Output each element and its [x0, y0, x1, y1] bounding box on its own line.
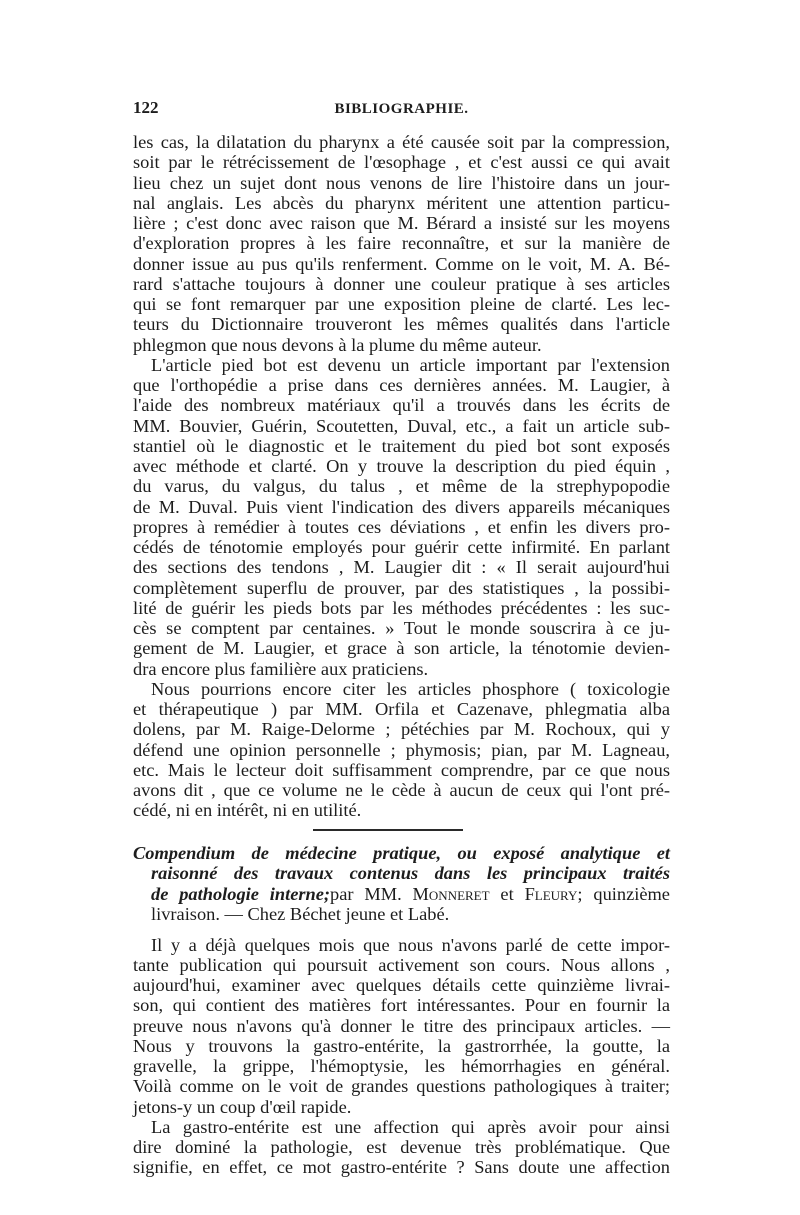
text-line: gravelle, la grippe, l'hémoptysie, les hémorrhagies en général.	[133, 1056, 670, 1076]
text-line: etc. Mais le lecteur doit suffisamment comprendre, par ce que nous	[133, 759, 670, 780]
bibliography-entry	[133, 843, 670, 925]
text-line: lieu chez un sujet dont nous venons de lire l'histoire dans un jour-	[133, 172, 670, 193]
text-line: les cas, la dilatation du pharynx a été causée soit par la compression,	[133, 132, 670, 152]
running-head	[133, 98, 670, 118]
text-line: complètement superflu de prouver, par des statistiques , la possibi-	[133, 577, 670, 598]
text-line: et thérapeutique ) par MM. Orfila et Cazenave, phlegmatia alba	[133, 699, 670, 719]
text-line: que l'orthopédie a prise dans ces dernières années. M. Laugier, à	[133, 375, 670, 395]
text-line: cédés de ténotomie employés pour guérir cette infirmité. En parlant	[133, 537, 670, 557]
entry-publisher: livraison. — Chez Béchet jeune et Labé.	[151, 904, 450, 924]
paragraph-pied-bot	[133, 355, 670, 679]
text-line: rard s'attache toujours à donner une couleur pratique à ses articles	[133, 273, 670, 294]
text-line: cès se comptent par centaines. » Tout le monde souscrira à ce ju-	[133, 618, 670, 638]
text-line: propres à remédier à toutes ces déviations , et enfin les divers pro-	[133, 516, 670, 537]
text-line: Nous pourrions encore citer les articles phosphore ( toxicologie	[151, 678, 670, 699]
text-line: La gastro-entérite est une affection qui après avoir pour ainsi	[151, 1116, 670, 1137]
text-line: qui se font remarquer par une exposition pleine de clarté. Les lec-	[133, 294, 670, 314]
text-line: aujourd'hui, examiner avec quelques détails cette quinzième livrai-	[133, 975, 670, 995]
text-line: phlegmon que nous devons à la plume du même auteur.	[133, 334, 542, 355]
text-line: lière ; c'est donc avec raison que M. Bérard a insisté sur les moyens	[133, 213, 670, 233]
text-line: cédé, ni en intérêt, ni en utilité.	[133, 800, 362, 821]
entry-and: et	[500, 883, 514, 904]
entry-title-line: Compendium de médecine pratique, ou exposé analytique et	[133, 842, 670, 863]
text-line: son, qui contient des matières fort intéressantes. Pour en fournir la	[133, 995, 670, 1016]
text-line: L'article pied bot est devenu un article important par l'extension	[151, 354, 670, 375]
entry-title-line-authors	[133, 884, 670, 905]
entry-title-end: de pathologie interne;	[151, 883, 331, 904]
text-line: lité de guérir les pieds bots par les méthodes précédentes : les suc-	[133, 597, 670, 618]
text-line: preuve nous n'avons qu'à donner le titre des principaux articles. —	[133, 1015, 670, 1036]
entry-author: Monneret	[412, 883, 490, 904]
text-line: donner issue au pus qu'ils renferment. Comme on le voit, M. A. Bé-	[133, 253, 670, 274]
entry-title-line: raisonné des travaux contenus dans les principaux traités	[151, 863, 670, 883]
text-line: de M. Duval. Puis vient l'indication des divers appareils mécaniques	[133, 496, 670, 517]
entry-issue: ; quinzième	[577, 883, 670, 904]
text-line: gement de M. Laugier, et grace à son article, la ténotomie devien-	[133, 638, 670, 659]
paragraph-gastro-enterite	[133, 1117, 670, 1178]
text-line: l'aide des nombreux matériaux qu'il a trouvés dans les écrits de	[133, 395, 670, 416]
paragraph-abces	[133, 132, 670, 355]
text-line: dire dominé la pathologie, est devenue très problématique. Que	[133, 1137, 670, 1157]
text-line: Il y a déjà quelques mois que nous n'avons parlé de cette impor-	[151, 934, 670, 955]
page-number: 122	[133, 98, 159, 117]
text-line: Nous y trouvons la gastro-entérite, la gastrorrhée, la goutte, la	[133, 1035, 670, 1056]
text-line: dolens, par M. Raige-Delorme ; pétéchies par M. Rochoux, qui y	[133, 719, 670, 740]
text-line: d'exploration propres à les faire reconnaître, et sur la manière de	[133, 233, 670, 254]
text-line: avons dit , que ce volume ne le cède à aucun de ceux qui l'ont pré-	[133, 780, 670, 800]
text-line: Voilà comme on le voit de grandes questions pathologiques à traiter;	[133, 1076, 670, 1097]
text-line: jetons-y un coup d'œil rapide.	[133, 1096, 352, 1117]
text-line: MM. Bouvier, Guérin, Scoutetten, Duval, etc., a fait un article sub-	[133, 415, 670, 436]
text-line: teurs du Dictionnaire trouveront les mêmes qualités dans l'article	[133, 314, 670, 335]
entry-authors-prefix: par MM.	[330, 883, 402, 904]
text-line: soit par le rétrécissement de l'œsophage , et c'est aussi ce qui avait	[133, 152, 670, 173]
text-line: des sections des tendons , M. Laugier dit : « Il serait aujourd'hui	[133, 557, 670, 578]
text-line: signifie, en effet, ce mot gastro-entérite ? Sans doute une affection	[133, 1157, 670, 1178]
running-title: BIBLIOGRAPHIE.	[334, 101, 469, 117]
section-divider	[313, 829, 463, 831]
text-line: dra encore plus familière aux praticiens.	[133, 658, 429, 679]
paragraph-livraison	[133, 935, 670, 1117]
text-line: du varus, du valgus, du talus , et même de la strephypopodie	[133, 476, 670, 497]
entry-author: Fleury	[524, 883, 578, 904]
text-line: avec méthode et clarté. On y trouve la description du pied équin ,	[133, 456, 670, 476]
text-line: nal anglais. Les abcès du pharynx méritent une attention particu-	[133, 192, 670, 213]
text-line: tante publication qui poursuit activement son cours. Nous allons ,	[133, 954, 670, 975]
paragraph-autres-articles	[133, 679, 670, 821]
text-line: stantiel où le diagnostic et le traitement du pied bot sont exposés	[133, 435, 670, 456]
text-line: défend une opinion personnelle ; phymosis; pian, par M. Lagneau,	[133, 739, 670, 760]
